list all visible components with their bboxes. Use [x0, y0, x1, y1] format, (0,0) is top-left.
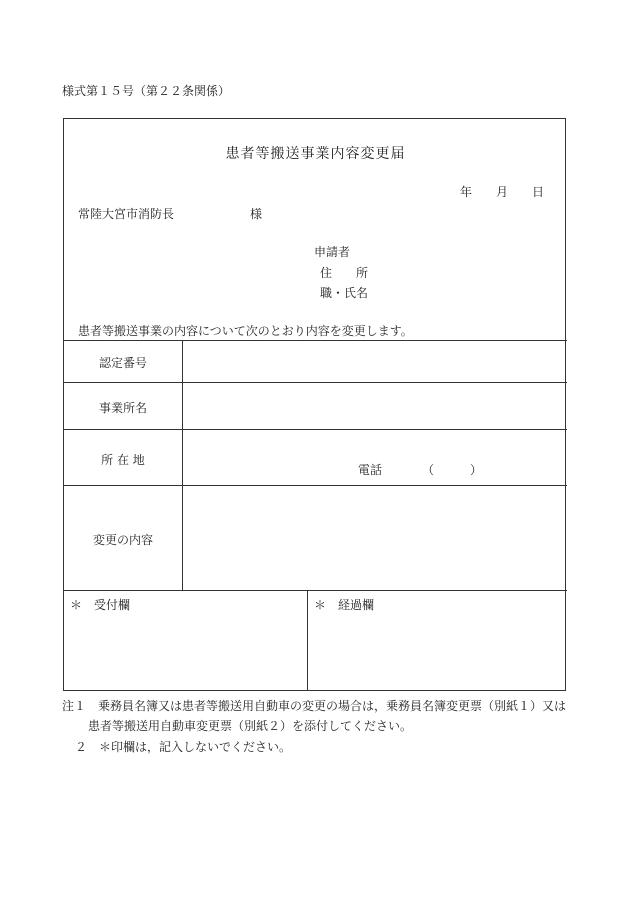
location-label: 所 在 地	[101, 453, 145, 467]
divider	[64, 429, 567, 430]
reception-label: ＊ 受付欄	[70, 598, 131, 612]
divider	[64, 485, 567, 486]
applicant-address-label: 住 所	[320, 266, 369, 280]
column-divider	[182, 340, 183, 590]
applicant-name-label: 職・氏名	[320, 286, 369, 300]
note-2: ２ ＊印欄は，記入しないでください。	[75, 740, 292, 754]
date-day: 日	[532, 185, 545, 199]
change-content-label: 変更の内容	[92, 533, 153, 547]
statement-text: 患者等搬送事業の内容について次のとおり内容を変更します。	[78, 324, 413, 338]
note-1-line-1: 注１ 乗務員名簿又は患者等搬送用自動車の変更の場合は，乗務員名簿変更票（別紙１）又は	[62, 699, 567, 713]
date-month: 月	[496, 185, 509, 199]
form-number: 様式第１５号（第２２条関係）	[62, 84, 231, 98]
phone-label: 電話	[358, 463, 383, 477]
column-divider	[307, 590, 308, 691]
divider	[64, 340, 567, 341]
phone-parens: （ ）	[422, 463, 483, 477]
addressee-name: 常陸大宮市消防長	[78, 207, 175, 221]
applicant-heading: 申請者	[314, 245, 351, 259]
divider	[64, 590, 567, 591]
divider	[64, 382, 567, 383]
date-year: 年	[460, 185, 473, 199]
note-1-line-2: 患者等搬送用自動車変更票（別紙２）を添付してください。	[88, 719, 413, 733]
progress-label: ＊ 経過欄	[314, 598, 375, 612]
form-box	[63, 118, 566, 691]
office-name-label: 事業所名	[98, 401, 147, 415]
cert-number-label: 認定番号	[98, 356, 147, 370]
addressee-honorific: 様	[250, 207, 263, 221]
form-title: 患者等搬送事業内容変更届	[225, 146, 406, 162]
